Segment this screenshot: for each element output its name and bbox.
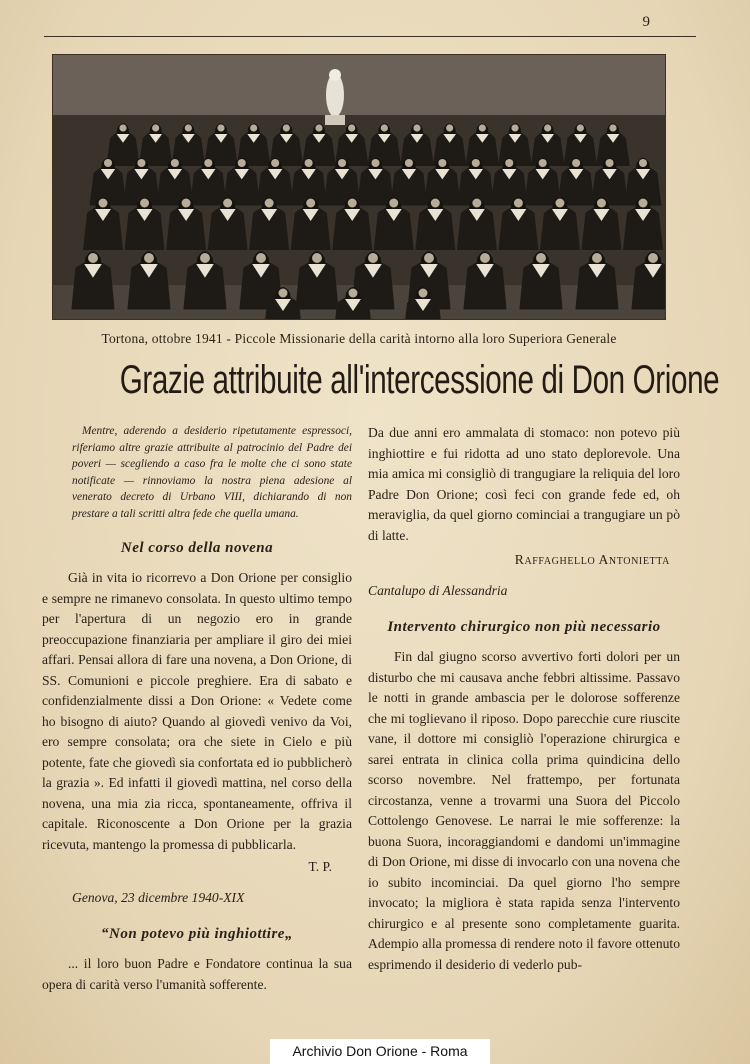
author-name: Raffaghello Antonietta [514, 552, 670, 567]
author-place: Cantalupo di Alessandria [368, 582, 508, 598]
section-body-intervento: Fin dal giugno scorso avvertivo forti dolori per un disturbo che mi causava anche febbri altissime. Passavo le notti in grande ambascia per le dolorose sofferenze che mi toglievano il riposo. Dopo parecchie cure riuscite vane, il dottore mi consigliò l'operazione chirurgica e sarei entrata in clinica colla prima quindicina dello scorso novembre. Nel frattempo, per fortunata circostanza, venne a trovarmi una Suora del Piccolo Cottolengo Genovese. Le narrai le mie sofferenze: la buona Suora, incoraggiandomi e dandomi un'immagine di Don Orione, mi disse di invocarlo con una novena che io subito incominciai. Da quel giorno l'ho sempre invocato; la migliora è stata rapida senza l'intervento chirurgico e al presente sono completamente guarita. Adempio alla promessa di rendere noto il favore ottenuto esprimendo il desiderio di vederlo pub- [368, 649, 680, 972]
place-date: Genova, 23 dicembre 1940-XIX [72, 889, 245, 905]
group-photo [52, 54, 666, 320]
section-body-stomaco: Da due anni ero ammalata di stomaco: non potevo più inghiottire e fui ridotta ad uno stato deplorevole. Una mia amica mi consigliò di trangugiare la reliquia del loro Padre Don Orione; così feci con grande fede ed, oh meraviglia, da quel giorno cominciai a trangugiare un pò di latte. [368, 425, 680, 543]
right-column [368, 423, 680, 975]
section-title-inghiottire: “Non potevo più inghiottire„ [101, 926, 293, 942]
left-column [42, 423, 352, 995]
signature: T. P. [308, 859, 332, 874]
section-body-inghiottire: ... il loro buon Padre e Fondatore continua la sua opera di carità verso l'umanità sofferente. [42, 956, 352, 992]
page-number: 9 [642, 14, 650, 30]
section-title-novena: Nel corso della novena [120, 540, 274, 556]
headline: Grazie attribuite all'intercessione di Don Orione [119, 358, 720, 402]
intro-text: Mentre, aderendo a desiderio ripetutamente espressoci, riferiamo altre grazie attribuite al patrocinio del Padre dei poveri — scegliendo a caso fra le molte che ci sono state notificate — rinnoviamo la nostra piena adesione al venerato decreto di Urbano VIII, dichiarando di non prestare a tali scritti altra fede che quella umana. [72, 425, 352, 520]
photo-caption: Tortona, ottobre 1941 - Piccole Missionarie della carità intorno alla loro Superiora Generale [101, 331, 617, 346]
section-title-intervento: Intervento chirurgico non più necessario [387, 619, 661, 635]
archive-watermark: Archivio Don Orione - Roma [270, 1039, 490, 1064]
intro-note [42, 423, 352, 522]
top-rule [44, 36, 696, 37]
group-photo-illustration [53, 55, 665, 319]
section-body-novena: Già in vita io ricorrevo a Don Orione per consiglio e sempre ne rimanevo consolata. In questo ultimo tempo per l'apertura di un negozio ero in grande preoccupazione finanziaria per ampliare il giro dei miei affari. Pensai allora di fare una novena, a Don Orione, di SS. Comunioni e piccole preghiere. Era di sabato e confidenzialmente dissi a Don Orione: « Vedete come ho bisogno di aiuto? Quando al giovedì venivo da Voi, ero sempre consolata; ora che siete in Cielo e più potente, fate che giovedì sia confortata ed io pubblicherò la grazia ». Ed infatti il giovedì mattina, nel corso della novena, una mia zia ricca, spontaneamente, offriva il capitale. Riconoscente a Don Orione per la grazia ricevuta, mantengo la promessa di pubblicarla. [42, 570, 352, 852]
